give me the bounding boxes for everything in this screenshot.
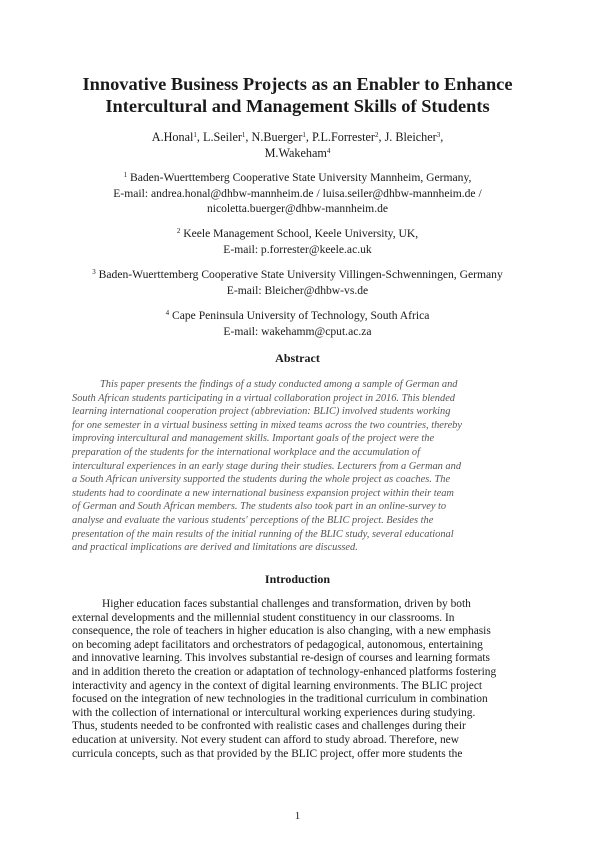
affiliation-2 [40,226,555,257]
affiliation-text: Keele Management School, Keele University, UK, [183,227,419,240]
introduction-body [72,598,532,761]
page-number: 1 [294,810,301,822]
abstract-line: of German and South African members. The students also took part in an online-survey to [72,501,447,513]
author-line-1 [40,129,555,145]
affiliation-line [40,226,555,242]
author-affiliation-mark: 1 [241,131,246,139]
author-separator: , [305,130,312,144]
body-line: and in addition thereto the creation or adaptation of technology-enhanced platforms fostering [72,665,497,678]
body-line: Higher education faces substantial challenges and transformation, driven by both [102,598,471,610]
abstract-line: and practical implications are derived and limitations are discussed. [72,542,358,554]
affiliation-mark: 3 [92,268,96,276]
abstract-line: learning international cooperation project (abbreviation: BLIC) involved students working [72,406,451,418]
author-separator: , [378,130,385,144]
body-line: external developments and the millennial student constituency in our classrooms. In [72,611,455,624]
affiliation-text: Cape Peninsula University of Technology, South Africa [171,309,430,322]
body-line: education at university. Not every student can afford to study abroad. Therefore, new [72,733,459,746]
abstract-line: a South African university supported the students during the whole project as coaches. The [72,474,451,486]
title-line-1: Innovative Business Projects as an Enabler to Enhance [82,74,513,94]
affiliation-email-line: E-mail: andrea.honal@dhbw-mannheim.de / luisa.seiler@dhbw-mannheim.de / [113,186,482,200]
affiliation-text: Baden-Wuerttemberg Cooperative State University Villingen-Schwenningen, Germany [98,268,503,281]
author-affiliation-mark: 4 [326,147,331,155]
body-line: Thus, students needed to be confronted with realistic cases and challenges during their [72,720,466,733]
abstract-line: intercultural experiences in an early stage during their studies. Lecturers from a German and [72,460,462,472]
body-line: consequence, the role of teachers in higher education is also changing, with a new emphasis [72,625,491,638]
abstract-line: for one semester in a virtual business setting in mixed teams across the two countries, thereby [72,419,462,431]
abstract-line: preparation of the students for the international workplace and the accumulation of [72,446,420,458]
body-line: curricula concepts, such as that provided by the BLIC project, offer more students the [72,747,463,760]
author-affiliation-mark: 1 [302,131,306,139]
affiliation-text: Baden-Wuerttemberg Cooperative State University Mannheim, Germany, [129,171,472,184]
abstract-line: This paper presents the findings of a study conducted among a sample of German and [100,379,458,390]
affiliation-4 [40,308,555,339]
abstract-line: improving intercultural and management skills. Important goals of the project were the [72,433,435,445]
introduction-heading: Introduction [264,572,331,586]
affiliation-email-line: nicoletta.buerger@dhbw-mannheim.de [206,202,389,215]
affiliation-email-line: E-mail: p.forrester@keele.ac.uk [223,242,372,256]
affiliation-line [40,170,555,186]
abstract-line: analyse and evaluate the various students' perceptions of the BLIC project. Besides the [72,514,434,526]
affiliation-email-line: E-mail: wakehamm@cput.ac.za [223,324,372,338]
author-separator: , [245,130,252,144]
abstract-line: students had to coordinate a new international business expansion project within their team [72,487,454,499]
abstract-line: presentation of the main results of the initial running of the BLIC study, several educational [72,528,454,540]
author-affiliation-mark: 2 [374,131,379,139]
affiliation-line [40,267,555,283]
author-name: A.Honal [151,130,194,144]
affiliation-3 [40,267,555,298]
body-line: interactivity and agency in the context of digital learning environments. The BLIC project [72,679,483,692]
abstract-line: South African students participating in a virtual collaboration project in 2016. This blended [72,392,455,404]
abstract-heading: Abstract [275,351,320,365]
author-name: M.Wakeham [264,146,327,160]
body-line: and innovative learning. This involves substantial re-design of courses and learning formats [72,652,490,665]
author-name: L.Seiler [203,130,242,144]
author-list [40,129,555,161]
body-line: with the collection of international or intercultural working experiences during studying. [72,706,476,719]
author-affiliation-mark: 3 [436,131,441,139]
affiliation-mark: 4 [165,309,170,317]
author-name: J. Bleicher [384,130,437,144]
affiliation-line [40,308,555,324]
abstract-body [72,378,532,555]
author-separator: , [440,130,444,144]
affiliation-mark: 1 [123,171,128,179]
author-separator: , [196,130,203,144]
body-line: focused on the integration of new technologies in the traditional curriculum in combination [72,693,488,706]
title-line-2: Intercultural and Management Skills of Students [105,96,490,116]
affiliation-1 [40,170,555,217]
affiliation-email-line: E-mail: Bleicher@dhbw-vs.de [226,283,369,297]
author-line-2 [40,145,555,161]
author-affiliation-mark: 1 [193,131,197,139]
author-name: N.Buerger [251,130,303,144]
author-name: P.L.Forrester [312,130,375,144]
affiliation-mark: 2 [176,227,181,235]
paper-title [60,73,535,117]
body-line: on becoming adept facilitators and orchestrators of pedagogical, autonomous, entertaining [72,638,483,651]
